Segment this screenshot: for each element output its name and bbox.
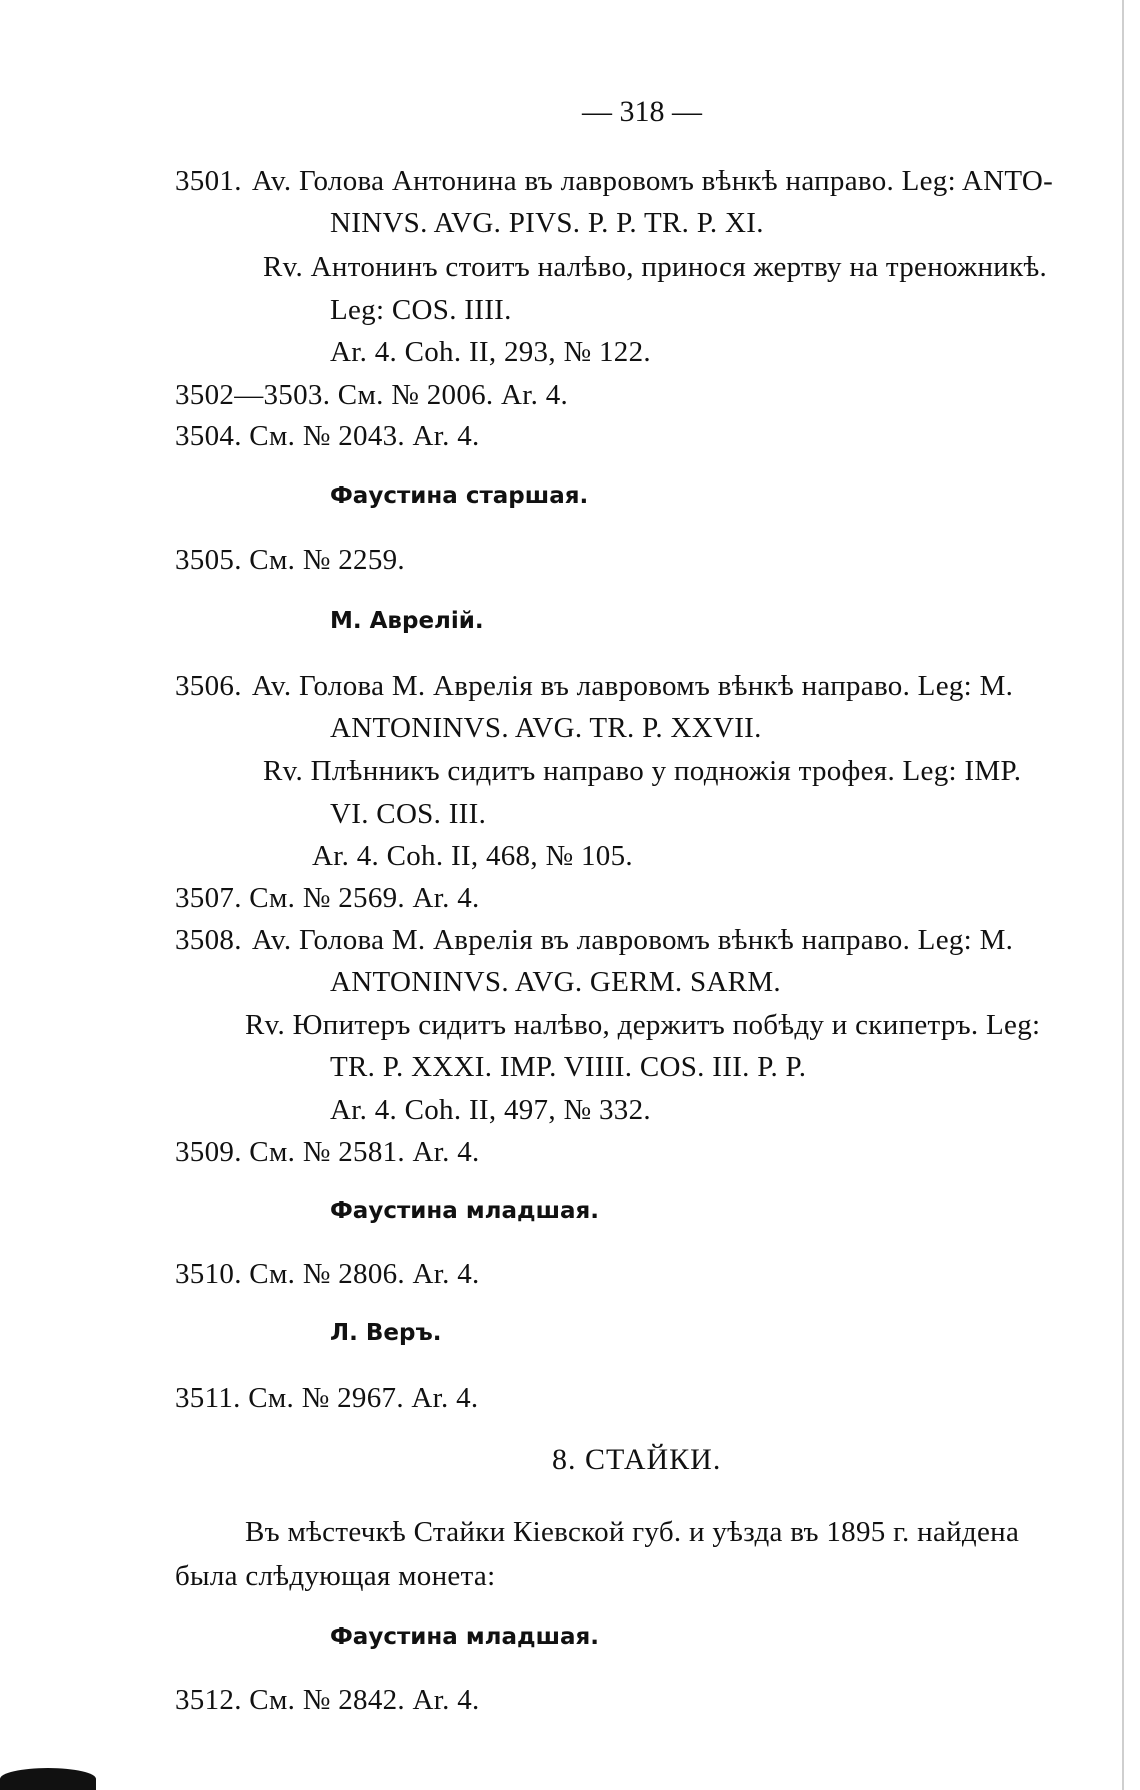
entry-3510: 3510. См. № 2806. Ar. 4.	[175, 1258, 480, 1290]
heading-m-aurelius: М. Аврелій.	[330, 608, 484, 634]
entry-3508-line-5: Ar. 4. Coh. II, 497, № 332.	[330, 1094, 651, 1126]
entry-3505: 3505. См. № 2259.	[175, 544, 405, 576]
entry-3506-line-4: VI. COS. III.	[330, 798, 487, 830]
heading-faustina-elder: Фаустина старшая.	[330, 483, 589, 509]
entry-number: 3508.	[175, 924, 242, 956]
entry-3506-line-5: Ar. 4. Coh. II, 468, № 105.	[312, 840, 633, 872]
entry-3501-avers: Av. Голова Антонина въ лавровомъ вѣнкѣ направо. Leg: ANTO-	[251, 165, 1054, 197]
section-title: 8. СТАЙКИ.	[552, 1443, 722, 1476]
entry-number: 3506.	[175, 670, 242, 702]
entry-3511: 3511. См. № 2967. Ar. 4.	[175, 1382, 479, 1414]
heading-l-verus: Л. Веръ.	[330, 1320, 442, 1346]
entry-number: 3501.	[175, 165, 242, 197]
entry-3506-avers: Av. Голова М. Аврелія въ лавровомъ вѣнкѣ направо. Leg: M.	[251, 670, 1014, 702]
entry-3506-line-1	[175, 668, 1013, 704]
entry-3509: 3509. См. № 2581. Ar. 4.	[175, 1136, 480, 1168]
entry-3501-line-4: Leg: COS. IIII.	[330, 294, 512, 326]
entry-3512: 3512. См. № 2842. Ar. 4.	[175, 1684, 480, 1716]
entry-3508-line-2: ANTONINVS. AVG. GERM. SARM.	[330, 966, 781, 998]
page-number: — 318 —	[582, 95, 702, 128]
section-paragraph-line-1: Въ мѣстечкѣ Стайки Кіевской губ. и уѣзда въ 1895 г. найдена	[245, 1516, 1020, 1548]
section-paragraph-line-2: была слѣдующая монета:	[175, 1560, 496, 1592]
entry-3507: 3507. См. № 2569. Ar. 4.	[175, 882, 480, 914]
entry-3501-line-3: Rv. Антонинъ стоитъ налѣво, принося жертву на треножникѣ.	[263, 251, 1048, 283]
scan-smudge	[0, 1768, 96, 1790]
heading-faustina-younger-2: Фаустина младшая.	[330, 1624, 600, 1650]
entry-3506-line-2: ANTONINVS. AVG. TR. P. XXVII.	[330, 712, 762, 744]
entry-3501-line-2: NINVS. AVG. PIVS. P. P. TR. P. XI.	[330, 207, 764, 239]
entry-3508-avers: Av. Голова М. Аврелія въ лавровомъ вѣнкѣ направо. Leg: M.	[251, 924, 1014, 956]
entry-3502-3503: 3502—3503. См. № 2006. Ar. 4.	[175, 379, 569, 411]
entry-3508-line-1	[175, 922, 1013, 958]
entry-3501-line-1	[175, 163, 1053, 199]
entry-3501-line-5: Ar. 4. Coh. II, 293, № 122.	[330, 336, 651, 368]
page-edge-line	[1122, 0, 1124, 1790]
entry-3506-line-3: Rv. Плѣнникъ сидитъ направо у подножія трофея. Leg: IMP.	[263, 755, 1022, 787]
entry-3508-line-4: TR. P. XXXI. IMP. VIIII. COS. III. P. P.	[330, 1051, 807, 1083]
entry-3504: 3504. См. № 2043. Ar. 4.	[175, 420, 480, 452]
entry-3508-line-3: Rv. Юпитеръ сидитъ налѣво, держитъ побѣду и скипетръ. Leg:	[245, 1009, 1041, 1041]
heading-faustina-younger: Фаустина младшая.	[330, 1198, 600, 1224]
